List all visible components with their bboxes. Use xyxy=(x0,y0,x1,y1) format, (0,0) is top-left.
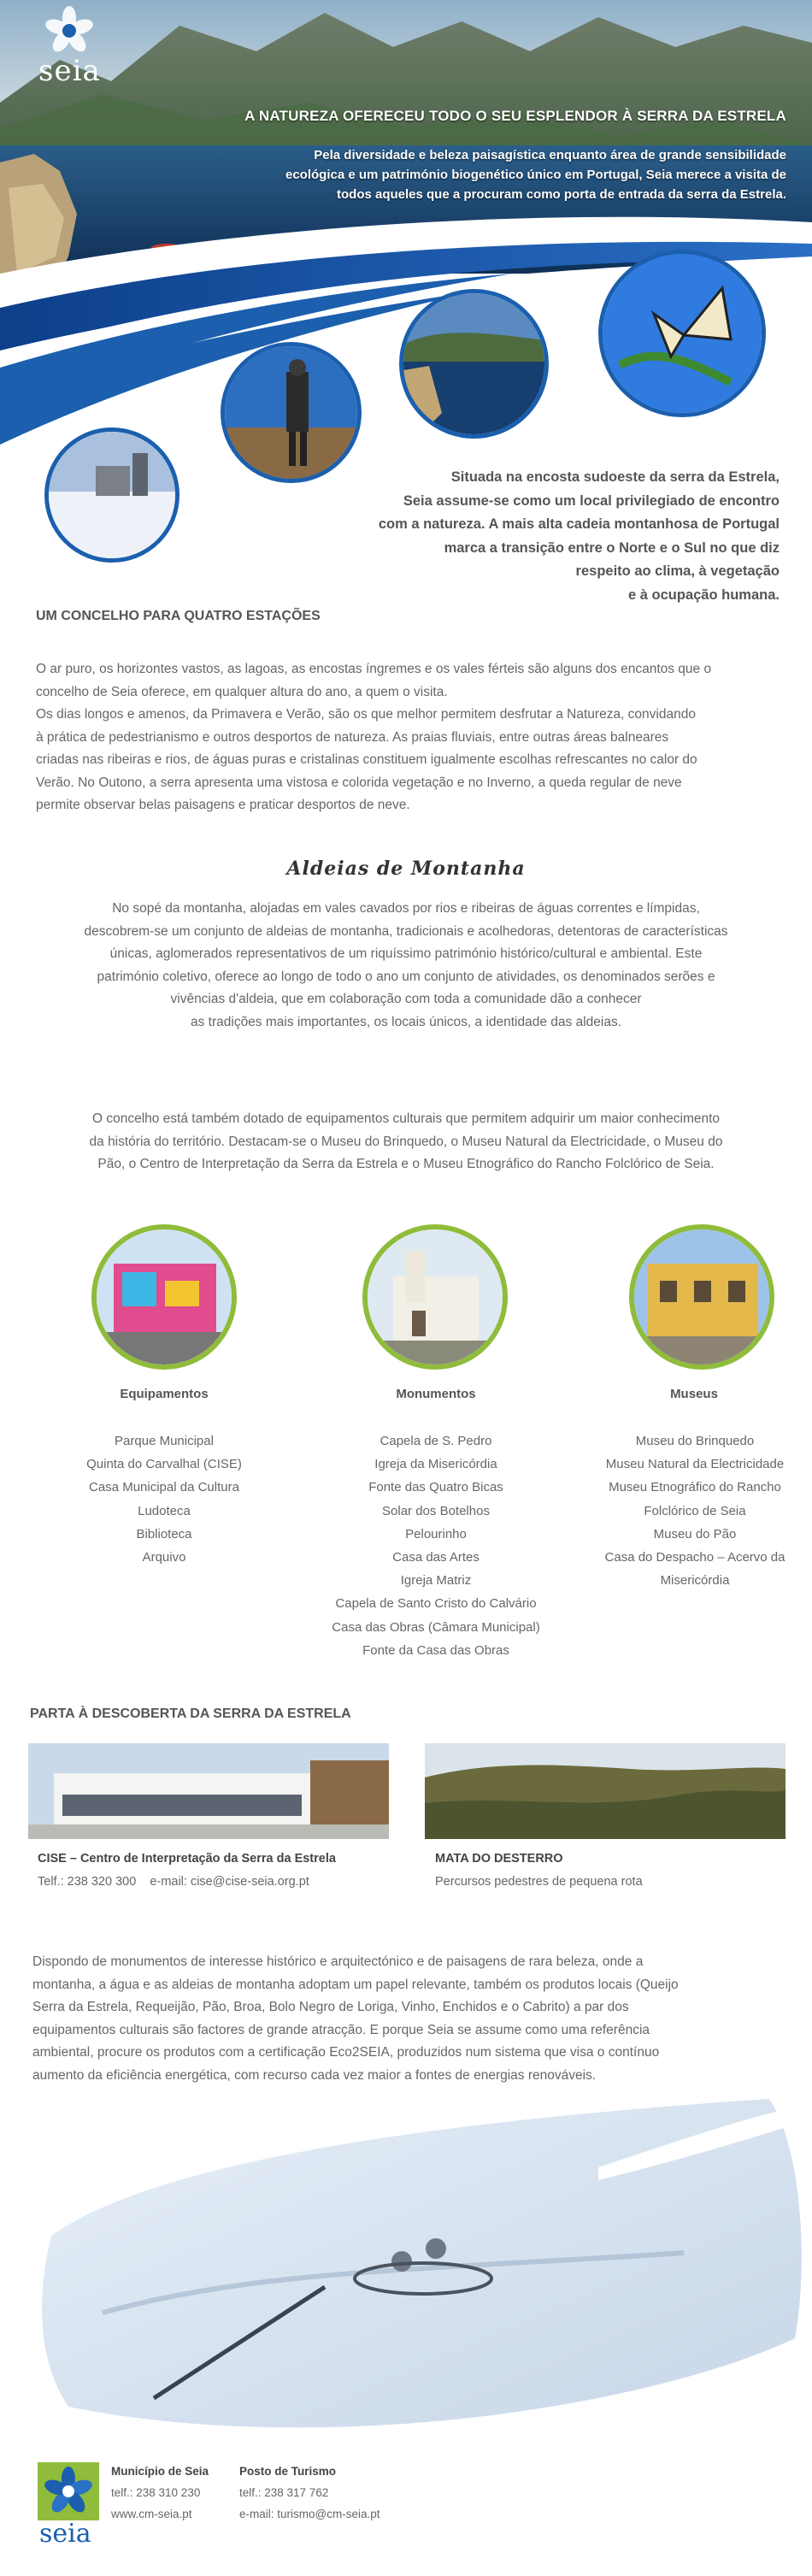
equipamentos-list xyxy=(53,1429,275,1569)
list-item: Museu Natural da Electricidade xyxy=(605,1457,785,1472)
aldeias-line: as tradições mais importantes, os locais únicos, a identidade das aldeias. xyxy=(190,1014,622,1029)
list-item: Museu Etnográfico do Rancho xyxy=(609,1480,781,1495)
list-item: Biblioteca xyxy=(136,1526,192,1541)
aldeias-line: únicas, aglomerados representativos de um riquíssimo património histórico/cultural e ambiental. Este xyxy=(109,946,703,961)
hero-subtitle-line: todos aqueles que a procuram como porta de entrada da serra da Estrela. xyxy=(337,187,786,202)
culture-line: Pão, o Centro de Interpretação da Serra da Estrela e o Museu Etnográfico do Rancho Folclórico de Seia. xyxy=(97,1157,715,1171)
cise-title: CISE – Centro de Interpretação da Serra da Estrela xyxy=(38,1852,336,1866)
aldeias-heading: Aldeias de Montanha xyxy=(286,858,526,880)
turismo-phone: telf.: 238 317 762 xyxy=(239,2486,329,2499)
closing-line: equipamentos culturais são factores de grande atracção. E porque Seia se assume como uma referência xyxy=(32,2022,650,2037)
seasons-line: Os dias longos e amenos, da Primavera e Verão, são os que melhor permitem desfrutar a Natureza, convidando xyxy=(36,707,696,722)
turismo-email-link[interactable]: e-mail: turismo@cm-seia.pt xyxy=(239,2508,380,2520)
list-item: Igreja da Misericórdia xyxy=(374,1457,497,1472)
lagoon-photo xyxy=(399,289,549,439)
intro-line: respeito ao clima, à vegetação xyxy=(575,563,780,579)
equipamentos-photo xyxy=(91,1224,237,1370)
cise-email[interactable]: e-mail: cise@cise-seia.org.pt xyxy=(150,1875,309,1889)
museus-title: Museus xyxy=(670,1387,718,1401)
culture-line: O concelho está também dotado de equipamentos culturais que permitem adquirir um maior conhecimento xyxy=(91,1111,721,1126)
seia-logo-flower-icon xyxy=(44,6,94,56)
observatory-snow-photo xyxy=(0,2099,812,2441)
list-item: Arquivo xyxy=(142,1550,186,1565)
seasons-line: concelho de Seia oferece, em qualquer altura do ano, a quem o visita. xyxy=(36,684,448,699)
museus-photo xyxy=(629,1224,774,1370)
list-item: Fonte das Quatro Bicas xyxy=(368,1480,503,1495)
seasons-line: criadas nas ribeiras e rios, de águas puras e cristalinas constituem igualmente escolhas refrescantes no calor do xyxy=(36,752,697,767)
culture-line: da história do território. Destacam-se o Museu do Brinquedo, o Museu Natural da Electricidade, o Museu do xyxy=(89,1134,723,1149)
footer-turismo xyxy=(239,2461,380,2525)
intro-text xyxy=(333,466,780,607)
intro-line: com a natureza. A mais alta cadeia montanhosa de Portugal xyxy=(378,516,780,532)
mata-description: Percursos pedestres de pequena rota xyxy=(435,1875,643,1889)
municipio-website-link[interactable]: www.cm-seia.pt xyxy=(111,2508,192,2520)
hiker-photo xyxy=(221,342,362,483)
list-item: Ludoteca xyxy=(138,1503,191,1518)
intro-line: marca a transição entre o Norte e o Sul no que diz xyxy=(444,539,780,556)
closing-line: ambiental, procure os produtos com a certificação Eco2SEIA, produzidos num sistema que visa o contínuo xyxy=(32,2045,660,2060)
aldeias-line: No sopé da montanha, alojadas em vales cavados por rios e ribeiras de águas correntes e límpidas, xyxy=(112,901,700,916)
monumentos-photo xyxy=(362,1224,508,1370)
list-item: Misericórdia xyxy=(660,1573,730,1589)
intro-line: e à ocupação humana. xyxy=(628,587,780,603)
snow-village-photo xyxy=(44,427,179,563)
closing-paragraph xyxy=(32,1951,778,2087)
seasons-line: O ar puro, os horizontes vastos, as lagoas, as encostas íngremes e os vales férteis são alguns dos encantos que o xyxy=(36,662,712,676)
list-item: Capela de S. Pedro xyxy=(380,1434,492,1448)
cise-contact xyxy=(38,1875,309,1889)
cise-phone: Telf.: 238 320 300 xyxy=(38,1875,137,1889)
footer-municipio xyxy=(111,2461,209,2525)
museus-list xyxy=(583,1429,807,1592)
list-item: Casa das Artes xyxy=(392,1550,480,1565)
footer-logo-wordmark: seia xyxy=(39,2519,91,2549)
seia-logo-wordmark: seia xyxy=(38,54,101,88)
list-item: Museu do Brinquedo xyxy=(635,1434,755,1448)
footer-seia-logo[interactable] xyxy=(38,2462,99,2552)
seasons-line: à prática de pedestrianismo e outros desportos de natureza. As praias fluviais, entre outras áreas balneares xyxy=(36,729,669,745)
closing-line: Dispondo de monumentos de interesse histórico e arquitectónico e de paisagens de rara beleza, onde a xyxy=(32,1954,644,1969)
mata-title: MATA DO DESTERRO xyxy=(435,1852,563,1866)
cise-building-photo xyxy=(28,1743,389,1839)
hero-subtitle-line: Pela diversidade e beleza paisagística enquanto área de grande sensibilidade xyxy=(314,148,786,162)
closing-line: Serra da Estrela, Requeijão, Pão, Broa, Bolo Negro de Loriga, Vinho, Enchidos e o Cabrito) a par dos xyxy=(32,2000,629,2014)
equipamentos-title: Equipamentos xyxy=(120,1387,209,1401)
seia-logo[interactable] xyxy=(34,4,111,88)
monumentos-list xyxy=(308,1429,564,1662)
closing-line: aumento da eficiência energética, com recurso cada vez maior a fontes de energias renováveis. xyxy=(32,2067,597,2083)
aldeias-line: património coletivo, oferece ao longo de todo o ano um conjunto de atividades, os denominados serões e xyxy=(97,969,715,984)
hero-subtitle xyxy=(188,145,786,204)
list-item: Solar dos Botelhos xyxy=(382,1503,490,1518)
list-item: Quinta do Carvalhal (CISE) xyxy=(86,1457,242,1472)
aldeias-line: vivências d'aldeia, que em colaboração com toda a comunidade dão a conhecer xyxy=(170,992,642,1006)
closing-line: montanha, a água e as aldeias de montanha adoptam um papel relevante, também os produtos locais (Queijo xyxy=(32,1977,679,1992)
list-item: Casa Municipal da Cultura xyxy=(89,1480,239,1495)
hero-title: A NATUREZA OFERECEU TODO O SEU ESPLENDOR À SERRA DA ESTRELA xyxy=(244,108,786,124)
discover-heading: PARTA À DESCOBERTA DA SERRA DA ESTRELA xyxy=(30,1707,351,1721)
seasons-paragraph xyxy=(36,658,788,817)
seasons-line: Verão. No Outono, a serra apresenta uma vistosa e colorida vegetação e no Inverno, a queda regular de neve xyxy=(36,775,682,790)
list-item: Folclórico de Seia xyxy=(644,1503,746,1518)
municipio-title: Município de Seia xyxy=(111,2465,209,2478)
list-item: Casa das Obras (Câmara Municipal) xyxy=(332,1619,540,1635)
seasons-line: permite observar belas paisagens e praticar desportos de neve. xyxy=(36,798,410,812)
butterfly-photo xyxy=(598,250,766,417)
mata-desterro-photo xyxy=(425,1743,786,1839)
turismo-title: Posto de Turismo xyxy=(239,2465,337,2478)
intro-line: Situada na encosta sudoeste da serra da Estrela, xyxy=(450,469,780,485)
intro-line: Seia assume-se como um local privilegiado de encontro xyxy=(403,492,780,509)
list-item: Parque Municipal xyxy=(115,1434,214,1448)
list-item: Pelourinho xyxy=(405,1526,467,1541)
seasons-heading: UM CONCELHO PARA QUATRO ESTAÇÕES xyxy=(36,609,321,623)
list-item: Casa do Despacho – Acervo da xyxy=(604,1550,786,1565)
hero-subtitle-line: ecológica e um património biogenético único em Portugal, Seia merece a visita de xyxy=(285,168,786,182)
seia-logo-flower-icon xyxy=(38,2462,99,2520)
list-item: Igreja Matriz xyxy=(400,1573,472,1589)
culture-paragraph xyxy=(26,1108,786,1176)
list-item: Fonte da Casa das Obras xyxy=(362,1642,509,1658)
monumentos-title: Monumentos xyxy=(396,1387,476,1401)
municipio-phone: telf.: 238 310 230 xyxy=(111,2486,201,2499)
aldeias-line: descobrem-se um conjunto de aldeias de montanha, tradicionais e acolhedoras, detentoras de características xyxy=(84,923,728,939)
list-item: Capela de Santo Cristo do Calvário xyxy=(335,1596,537,1612)
list-item: Museu do Pão xyxy=(653,1526,737,1541)
aldeias-paragraph xyxy=(26,898,786,1034)
